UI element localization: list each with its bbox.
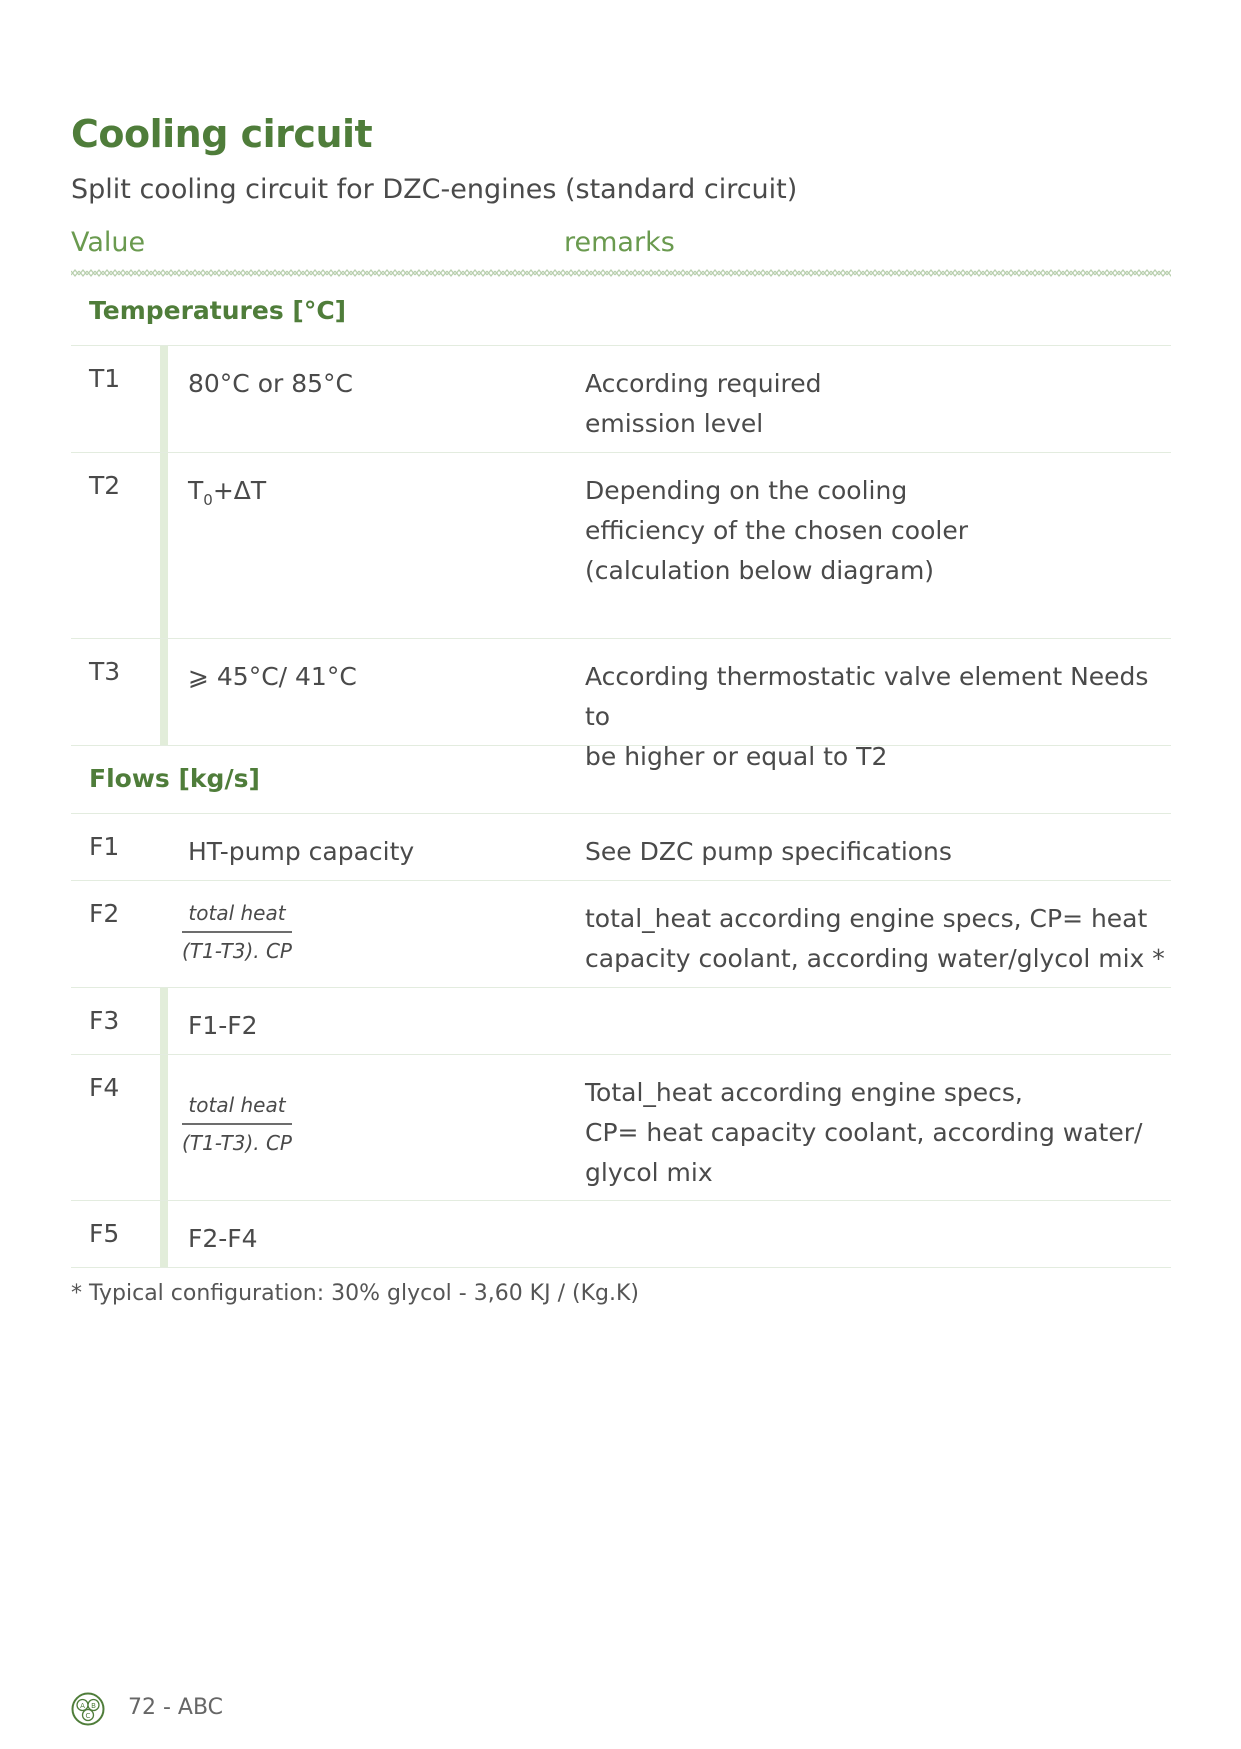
row-code: T2 xyxy=(89,471,121,500)
page-title: Cooling circuit xyxy=(71,112,373,156)
row-accent-bar xyxy=(160,639,168,745)
remark-line: emission level xyxy=(585,409,764,438)
remark-line: total_heat according engine specs, CP= heat xyxy=(585,904,1148,933)
remark-line: glycol mix xyxy=(585,1158,713,1187)
row-code: F2 xyxy=(89,899,120,928)
remark-line: Total_heat according engine specs, xyxy=(585,1078,1023,1107)
value-rest: +ΔT xyxy=(212,476,267,505)
value-subscript: 0 xyxy=(203,491,213,509)
row-remark xyxy=(585,899,1165,979)
remark-line: According thermostatic valve element Needs to xyxy=(585,662,1149,731)
remark-line: capacity coolant, according water/glycol mix * xyxy=(585,944,1165,973)
logo-letter: B xyxy=(91,1701,96,1710)
remark-line: efficiency of the chosen cooler xyxy=(585,516,968,545)
fraction-denominator: (T1-T3). CP xyxy=(182,939,292,963)
value-base: T xyxy=(188,476,204,505)
column-header-value: Value xyxy=(71,227,146,258)
row-accent-bar xyxy=(160,346,168,452)
table-row-f2 xyxy=(71,881,1171,988)
fraction-numerator: total heat xyxy=(182,901,292,933)
row-accent-bar xyxy=(160,988,168,1054)
row-accent-bar xyxy=(160,1201,168,1267)
row-accent-bar xyxy=(160,453,168,638)
row-remark xyxy=(585,471,1165,591)
row-code: F4 xyxy=(89,1073,120,1102)
row-value xyxy=(188,471,266,520)
remark-line: be higher or equal to T2 xyxy=(585,742,888,771)
logo-letter: A xyxy=(80,1701,85,1710)
row-remark xyxy=(585,364,1165,444)
remark-line: CP= heat capacity coolant, according water/ xyxy=(585,1118,1143,1147)
row-remark xyxy=(585,832,1165,872)
abc-logo-icon xyxy=(71,1692,105,1726)
table-row-f3 xyxy=(71,988,1171,1055)
section-label: Flows [kg/s] xyxy=(89,764,260,793)
fraction-numerator: total heat xyxy=(182,1093,292,1125)
row-value: F1-F2 xyxy=(188,1011,258,1040)
row-code: T1 xyxy=(89,364,121,393)
table-row-f1 xyxy=(71,814,1171,881)
logo-letter: C xyxy=(85,1711,91,1720)
row-value: 80°C or 85°C xyxy=(188,369,354,398)
remark-line: See DZC pump specifications xyxy=(585,837,952,866)
row-code: F5 xyxy=(89,1219,120,1248)
footnote: * Typical configuration: 30% glycol - 3,60 KJ / (Kg.K) xyxy=(71,1281,639,1306)
row-code: F1 xyxy=(89,832,120,861)
fraction-formula xyxy=(182,1093,292,1155)
table-row-f4 xyxy=(71,1055,1171,1201)
fraction-formula xyxy=(182,901,292,963)
table-row-t2 xyxy=(71,453,1171,639)
page-number: 72 - ABC xyxy=(128,1695,224,1720)
table-row-f5 xyxy=(71,1201,1171,1268)
remark-line: (calculation below diagram) xyxy=(585,556,935,585)
cooling-table xyxy=(71,278,1171,1268)
row-accent-bar xyxy=(160,1055,168,1200)
row-code: F3 xyxy=(89,1006,120,1035)
fraction-denominator: (T1-T3). CP xyxy=(182,1131,292,1155)
row-value: F2-F4 xyxy=(188,1224,258,1253)
section-flows xyxy=(71,746,1171,814)
remark-line: According required xyxy=(585,369,822,398)
section-label: Temperatures [°C] xyxy=(89,296,347,325)
row-value: HT-pump capacity xyxy=(188,837,415,866)
page-subtitle: Split cooling circuit for DZC-engines (standard circuit) xyxy=(71,174,798,205)
row-value: ⩾ 45°C/ 41°C xyxy=(188,662,357,691)
section-temperatures xyxy=(71,278,1171,346)
row-code: T3 xyxy=(89,657,121,686)
column-header-remarks: remarks xyxy=(564,227,675,258)
table-row-t3 xyxy=(71,639,1171,771)
remark-line: Depending on the cooling xyxy=(585,476,908,505)
table-row-t1 xyxy=(71,346,1171,453)
row-remark xyxy=(585,1073,1165,1193)
header-divider xyxy=(71,268,1171,278)
